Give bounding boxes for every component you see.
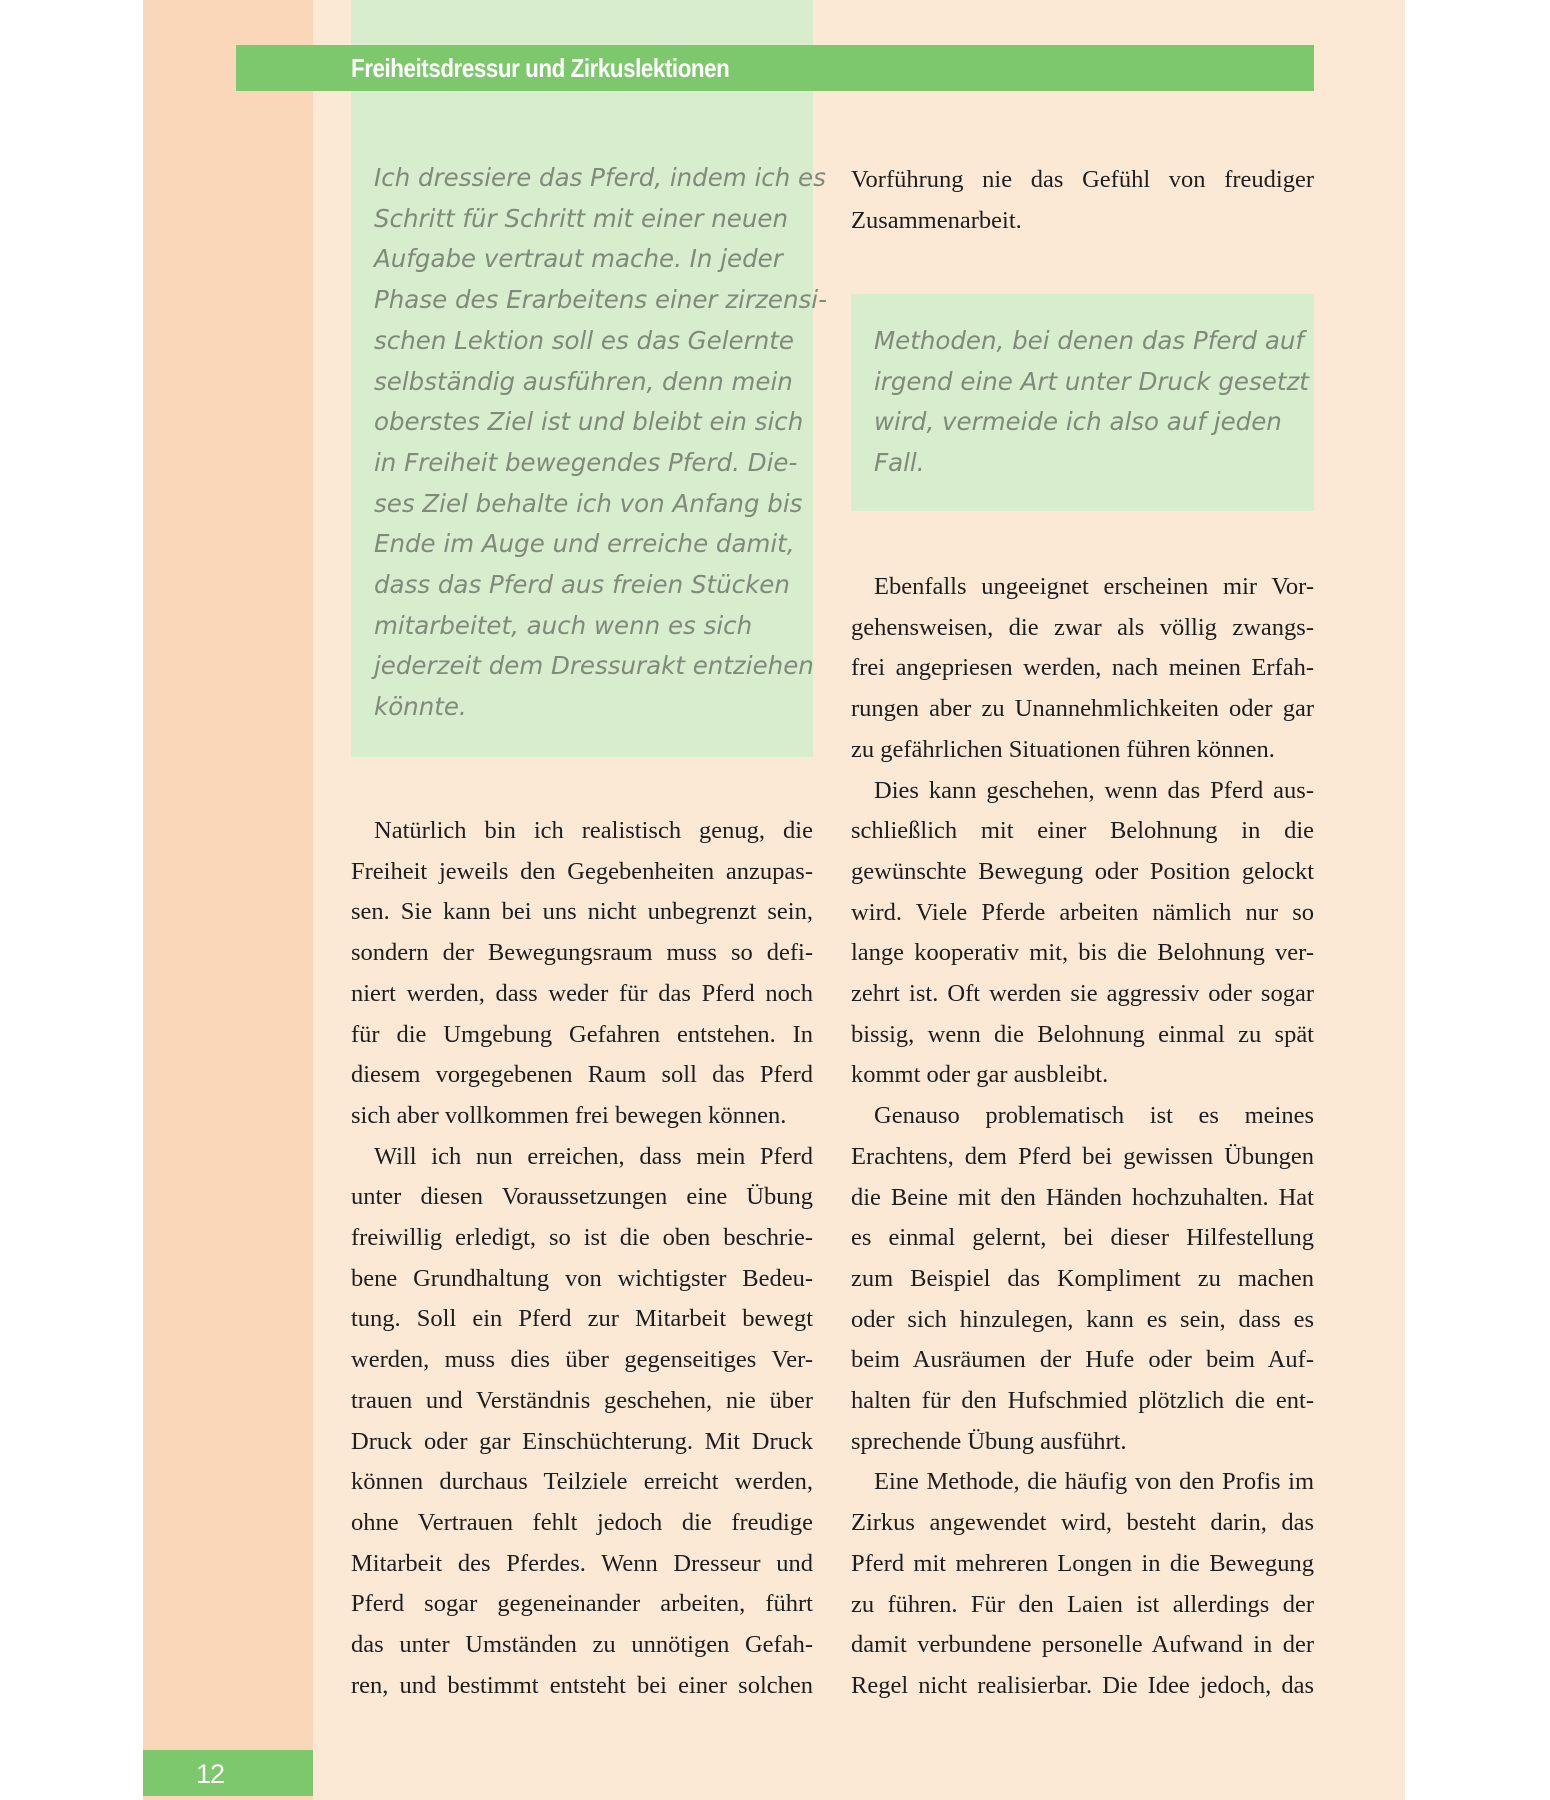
text-line: schließlich mit einer Belohnung in die xyxy=(851,817,1314,845)
text-line: bene Grundhaltung von wichtigster Bedeu- xyxy=(351,1264,813,1292)
text-line: gehensweisen, die zwar als völlig zwangs- xyxy=(851,613,1314,641)
text-line: Erachtens, dem Pferd bei gewissen Übungen xyxy=(851,1142,1314,1170)
page-margin-strip xyxy=(143,0,313,1800)
text-line: es einmal gelernt, bei dieser Hilfestellung xyxy=(851,1224,1314,1252)
quote-line: Aufgabe vertraut mache. In jeder xyxy=(374,244,783,274)
quote-line: in Freiheit bewegendes Pferd. Die- xyxy=(374,447,798,477)
quote-line: Fall. xyxy=(874,448,925,478)
quote-line: wird, vermeide ich also auf jeden xyxy=(874,407,1282,437)
text-line: Pferd sogar gegeneinander arbeiten, führt xyxy=(351,1590,813,1618)
quote-line: mitarbeitet, auch wenn es sich xyxy=(374,610,753,640)
text-line: damit verbundene personelle Aufwand in der xyxy=(851,1631,1314,1659)
text-line: kommt oder gar ausbleibt. xyxy=(851,1061,1109,1089)
text-line: bissig, wenn die Belohnung einmal zu spät xyxy=(851,1020,1314,1048)
quote-line: Ich dressiere das Pferd, indem ich es xyxy=(374,163,826,192)
quote-line: jederzeit dem Dressurakt entziehen xyxy=(374,651,814,681)
text-line: halten für den Hufschmied plötzlich die ent- xyxy=(851,1387,1314,1415)
text-line: Dies kann geschehen, wenn das Pferd aus- xyxy=(874,776,1314,804)
text-line: Druck oder gar Einschüchterung. Mit Druck xyxy=(351,1427,813,1455)
text-line: freiwillig erledigt, so ist die oben beschrie- xyxy=(351,1224,813,1252)
text-line: zu gefährlichen Situationen führen können. xyxy=(851,735,1275,763)
text-line: zu führen. Für den Laien ist allerdings der xyxy=(851,1590,1314,1618)
text-line: frei angepriesen werden, nach meinen Erfah- xyxy=(851,654,1314,682)
text-line: können durchaus Teilziele erreicht werden, xyxy=(351,1468,813,1496)
quote-line: Methoden, bei denen das Pferd auf xyxy=(874,326,1304,355)
quote-line: dass das Pferd aus freien Stücken xyxy=(374,570,790,600)
text-line: trauen und Verständnis geschehen, nie über xyxy=(351,1386,813,1414)
pull-quote-left xyxy=(374,158,827,728)
text-line: das unter Umständen zu unnötigen Gefah- xyxy=(351,1631,813,1659)
text-line: Will ich nun erreichen, dass mein Pferd xyxy=(374,1142,813,1170)
body-column-right-top xyxy=(851,160,1314,241)
quote-line: schen Lektion soll es das Gelernte xyxy=(374,325,794,355)
text-line: Zusammenarbeit. xyxy=(851,206,1022,234)
text-line: Mitarbeit des Pferdes. Wenn Dresseur und xyxy=(351,1549,813,1577)
body-column-left xyxy=(351,811,813,1706)
text-line: zehrt ist. Oft werden sie aggressiv oder sogar xyxy=(851,980,1314,1008)
text-line: Genauso problematisch ist es meines xyxy=(874,1102,1314,1130)
quote-line: irgend eine Art unter Druck gesetzt xyxy=(874,366,1309,396)
quote-line: selbständig ausführen, denn mein xyxy=(374,366,793,396)
quote-line: Schritt für Schritt mit einer neuen xyxy=(374,203,789,233)
chapter-title: Freiheitsdressur und Zirkuslektionen xyxy=(351,53,730,83)
text-line: tung. Soll ein Pferd zur Mitarbeit bewegt xyxy=(351,1305,813,1333)
page-number-box xyxy=(143,1750,313,1796)
text-line: Natürlich bin ich realistisch genug, die xyxy=(374,817,813,844)
text-line: lange kooperativ mit, bis die Belohnung ver- xyxy=(851,939,1314,967)
text-line: Regel nicht realisierbar. Die Idee jedoch, das xyxy=(851,1671,1314,1699)
text-line: rungen aber zu Unannehmlichkeiten oder gar xyxy=(851,695,1314,723)
text-line: Eine Methode, die häufig von den Profis im xyxy=(874,1468,1314,1496)
text-line: sondern der Bewegungsraum muss so defi- xyxy=(351,939,813,967)
quote-line: Ende im Auge und erreiche damit, xyxy=(374,529,795,559)
body-column-right xyxy=(851,567,1314,1707)
text-line: Pferd mit mehreren Longen in die Bewegung xyxy=(851,1549,1314,1577)
text-line: zum Beispiel das Kompliment zu machen xyxy=(851,1264,1314,1292)
text-line: unter diesen Voraussetzungen eine Übung xyxy=(351,1183,813,1211)
text-line: Zirkus angewendet wird, besteht darin, das xyxy=(851,1509,1314,1537)
text-line: die Beine mit den Händen hochzuhalten. Hat xyxy=(851,1183,1314,1211)
text-line: sen. Sie kann bei uns nicht unbegrenzt sein, xyxy=(351,898,813,926)
text-line: Vorführung nie das Gefühl von freudiger xyxy=(851,166,1314,193)
quote-line: oberstes Ziel ist und bleibt ein sich xyxy=(374,407,804,437)
text-line: für die Umgebung Gefahren entstehen. In xyxy=(351,1020,813,1048)
quote-line: ses Ziel behalte ich von Anfang bis xyxy=(374,488,803,518)
quote-line: könnte. xyxy=(374,692,467,722)
text-line: diesem vorgegebenen Raum soll das Pferd xyxy=(351,1061,813,1089)
text-line: sprechende Übung ausführt. xyxy=(851,1427,1127,1455)
pull-quote-right xyxy=(874,321,1309,484)
text-line: Freiheit jeweils den Gegebenheiten anzupas- xyxy=(351,857,813,885)
text-line: Ebenfalls ungeeignet erscheinen mir Vor- xyxy=(874,573,1314,600)
text-line: beim Ausräumen der Hufe oder beim Auf- xyxy=(851,1346,1314,1374)
page-number: 12 xyxy=(196,1759,225,1789)
quote-line: Phase des Erarbeitens einer zirzensi- xyxy=(374,285,827,315)
text-line: sich aber vollkommen frei bewegen können. xyxy=(351,1101,787,1129)
text-line: oder sich hinzulegen, kann es sein, dass es xyxy=(851,1305,1314,1333)
text-line: gewünschte Bewegung oder Position gelockt xyxy=(851,857,1314,885)
text-line: wird. Viele Pferde arbeiten nämlich nur so xyxy=(851,898,1314,926)
text-line: ohne Vertrauen fehlt jedoch die freudige xyxy=(351,1508,813,1536)
text-line: niert werden, dass weder für das Pferd noch xyxy=(351,979,813,1007)
text-line: ren, und bestimmt entsteht bei einer solchen xyxy=(351,1671,813,1699)
text-line: werden, muss dies über gegenseitiges Ver- xyxy=(351,1346,813,1374)
